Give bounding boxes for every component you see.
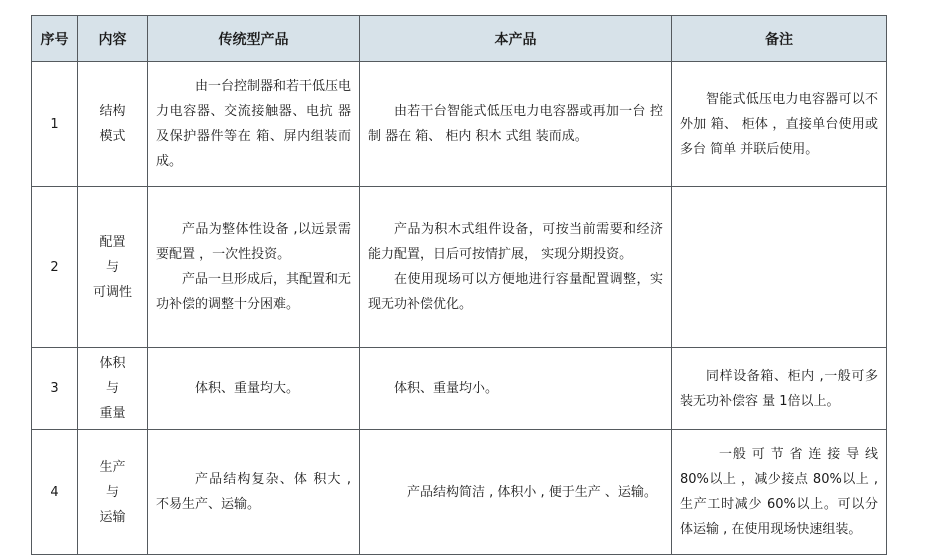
cell-paragraph: 产品结构复杂、体 积大 , 不易生产、运输。 xyxy=(156,472,351,512)
table-row xyxy=(32,348,887,430)
cell-paragraph: 智能式低压电力电容器可以不 外加 箱、 柜体 ，直接单台使用或 多台 简单 并联后使用。 xyxy=(680,91,878,157)
topic-line: 结构 xyxy=(99,104,126,119)
product-cell xyxy=(360,187,672,348)
header-product: 本产品 xyxy=(360,16,672,62)
row-number: 4 xyxy=(32,430,78,555)
header-no: 序号 xyxy=(32,16,78,62)
topic-line: 与 xyxy=(105,381,119,396)
cell-paragraph: 产品一旦形成后，其配置和无功补偿的调整十分困难。 xyxy=(156,272,352,312)
cell-paragraph: 体积、重量均小。 xyxy=(394,381,499,396)
header-content: 内容 xyxy=(78,16,148,62)
row-number: 3 xyxy=(32,348,78,430)
topic-line: 可调性 xyxy=(92,284,132,300)
topic-line: 运输 xyxy=(99,509,126,525)
row-number: 2 xyxy=(32,187,78,348)
cell-paragraph: 由一台控制器和若干低压电力电容器、交流接触器、电抗 器及保护器件等在 箱、屏内组装而成。 xyxy=(156,79,352,169)
traditional-cell xyxy=(148,348,360,430)
topic-line: 体积 xyxy=(99,356,126,371)
remark-cell xyxy=(672,430,887,555)
cell-paragraph: 产品为整体性设备 ,以远景需要配置 ，一次性投资。 xyxy=(156,222,351,262)
traditional-cell xyxy=(148,430,360,555)
product-cell xyxy=(360,348,672,430)
cell-paragraph: 体积、重量均大。 xyxy=(195,381,300,396)
row-topic xyxy=(78,348,148,430)
cell-paragraph: 产品为积木式组件设备，可按当前需要和经济能力配置，日后可按情扩展， 实现分期投资。 xyxy=(368,222,663,262)
cell-paragraph: 在使用现场可以方便地进行容量配置调整，实现无功补偿优化。 xyxy=(368,272,663,312)
topic-line: 配置 xyxy=(99,234,126,250)
remark-cell xyxy=(672,187,887,348)
row-topic xyxy=(78,430,148,555)
traditional-cell xyxy=(148,187,360,348)
comparison-table xyxy=(31,15,887,555)
cell-paragraph: 一般 可 节 省 连 接 导 线80%以上 ，减少接点 80%以上 , 生产工时减少 60%以上。可以分体运输 , 在使用现场快速组装。 xyxy=(680,447,878,537)
table-row xyxy=(32,430,887,555)
remark-cell xyxy=(672,348,887,430)
cell-paragraph: 由若干台智能式低压电力电容器或再加一台 控制 器在 箱、 柜内 积木 式组 装而成。 xyxy=(368,104,663,144)
topic-line: 生产 xyxy=(99,459,126,475)
cell-paragraph: 同样设备箱、柜内 ,一般可多装无功补偿容 量 1倍以上。 xyxy=(680,368,878,409)
topic-line: 与 xyxy=(105,259,119,275)
header-remark: 备注 xyxy=(672,16,887,62)
header-traditional: 传统型产品 xyxy=(148,16,360,62)
row-number: 1 xyxy=(32,62,78,187)
traditional-cell xyxy=(148,62,360,187)
header-row xyxy=(32,16,887,62)
row-topic xyxy=(78,187,148,348)
topic-line: 与 xyxy=(105,484,119,500)
remark-cell xyxy=(672,62,887,187)
topic-line: 重量 xyxy=(99,406,126,421)
product-cell xyxy=(360,62,672,187)
row-topic xyxy=(78,62,148,187)
topic-line: 模式 xyxy=(99,129,126,144)
product-cell xyxy=(360,430,672,555)
table-row xyxy=(32,187,887,348)
cell-paragraph: 产品结构简洁 , 体积小 , 便于生产 、运输。 xyxy=(407,484,657,500)
table-row xyxy=(32,62,887,187)
